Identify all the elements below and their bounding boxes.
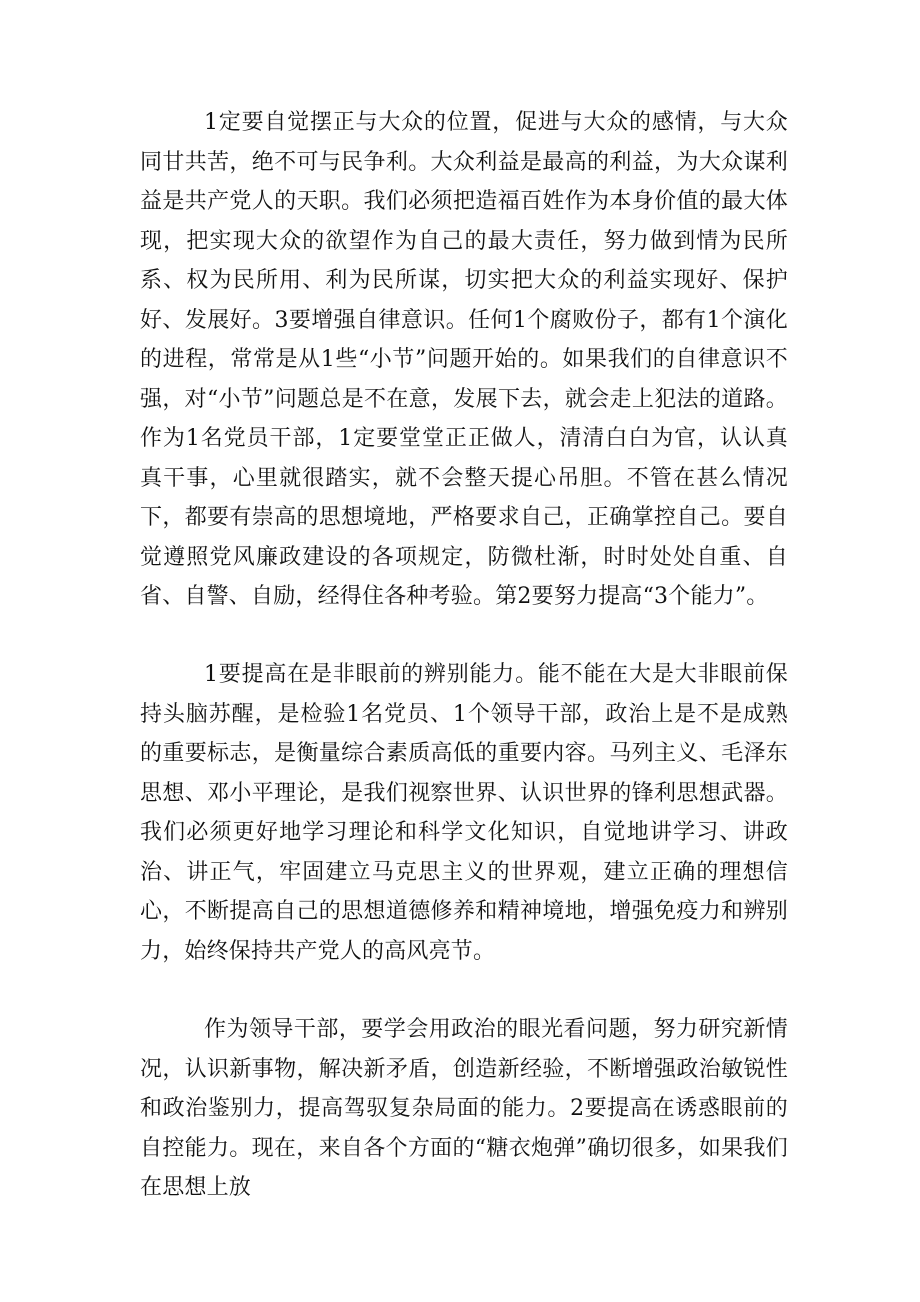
paragraph-1: 1定要自觉摆正与大众的位置，促进与大众的感情，与大众同甘共苦，绝不可与民争利。大众利益是最高的利益，为大众谋利益是共产党人的天职。我们必须把造福百姓作为本身价值的最大体现，把实现大众的欲望作为自己的最大责任，努力做到情为民所系、权为民所用、利为民所谋，切实把大众的利益实现好、保护好、发展好。3要增强自律意识。任何1个腐败份子，都有1个演化的进程，常常是从1些“小节”问题开始的。如果我们的自律意识不强，对“小节”问题总是不在意，发展下去，就会走上犯法的道路。作为1名党员干部，1定要堂堂正正做人，清清白白为官，认认真真干事，心里就很踏实，就不会整天提心吊胆。不管在甚么情况下，都要有崇高的思想境地，严格要求自己，正确掌控自己。要自觉遵照党风廉政建设的各项规定，防微杜渐，时时处处自重、自省、自警、自励，经得住各种考验。第2要努力提高“3个能力”。 xyxy=(140,110,788,609)
paragraph-3: 作为领导干部，要学会用政治的眼光看问题，努力研究新情况，认识新事物，解决新矛盾，创造新经验，不断增强政治敏锐性和政治鉴别力，提高驾驭复杂局面的能力。2要提高在诱惑眼前的自控能力。现在，来自各个方面的“糖衣炮弹”确切很多，如果我们在思想上放 xyxy=(140,1017,788,1200)
paragraph-2: 1要提高在是非眼前的辨别能力。能不能在大是大非眼前保持头脑苏醒，是检验1名党员、1个领导干部，政治上是不是成熟的重要标志，是衡量综合素质高低的重要内容。马列主义、毛泽东思想、邓小平理论，是我们视察世界、认识世界的锋利思想武器。我们必须更好地学习理论和科学文化知识，自觉地讲学习、讲政治、讲正气，牢固建立马克思主义的世界观，建立正确的理想信心，不断提高自己的思想道德修养和精神境地，增强免疫力和辨别力，始终保持共产党人的高风亮节。 xyxy=(140,662,788,964)
